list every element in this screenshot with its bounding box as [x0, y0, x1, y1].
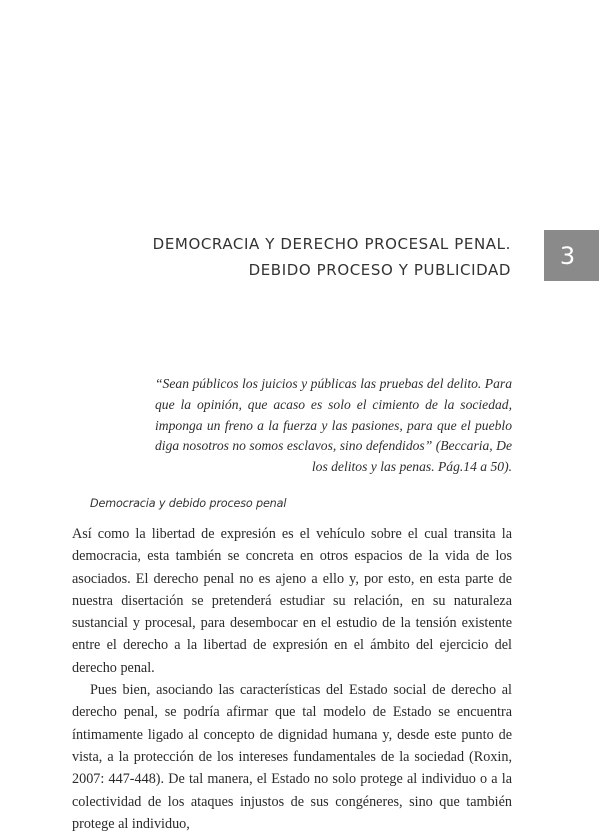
section-heading: Democracia y debido proceso penal	[90, 497, 287, 510]
epigraph-quote: “Sean públicos los juicios y públicas las pruebas del delito. Para que la opinión, que acaso es solo el cimiento de la sociedad, imponga un freno a la fuerza y las pasiones, para que el pueblo diga nosotros no somos esclavos, sino defendidos” (Beccaria, De los delitos y las penas. Pág.14 a 50).	[155, 376, 512, 475]
chapter-number: 3	[559, 241, 576, 270]
chapter-title-line-2: DEBIDO PROCESO Y PUBLICIDAD	[248, 261, 511, 279]
chapter-title-line-1: DEMOCRACIA Y DERECHO PROCESAL PENAL.	[152, 235, 511, 253]
chapter-title	[91, 231, 511, 283]
chapter-number-tab	[544, 230, 599, 281]
paragraph: Pues bien, asociando las características del Estado social de derecho al derecho penal, se podría afirmar que tal modelo de Estado se encuentra íntimamente ligado al concepto de dignidad humana y, desde este punto de vista, a la protección de los intereses fundamentales de la sociedad (Roxin, 2007: 447-448). De tal manera, el Estado no solo protege al individuo o a la colectividad de los ataques injustos de sus congéneres, sino que también protege al individuo,	[72, 682, 512, 832]
paragraph: Así como la libertad de expresión es el vehículo sobre el cual transita la democracia, esta también se concreta en otros espacios de la vida de los asociados. El derecho penal no es ajeno a ello y, por esto, en esta parte de nuestra disertación se pretenderá estudiar su relación, en su naturaleza sustancial y procesal, para desembocar en el estudio de la tensión existente entre el derecho a la libertad de expresión en el ámbito del ejercicio del derecho penal.	[72, 526, 512, 676]
body-text	[72, 523, 512, 835]
